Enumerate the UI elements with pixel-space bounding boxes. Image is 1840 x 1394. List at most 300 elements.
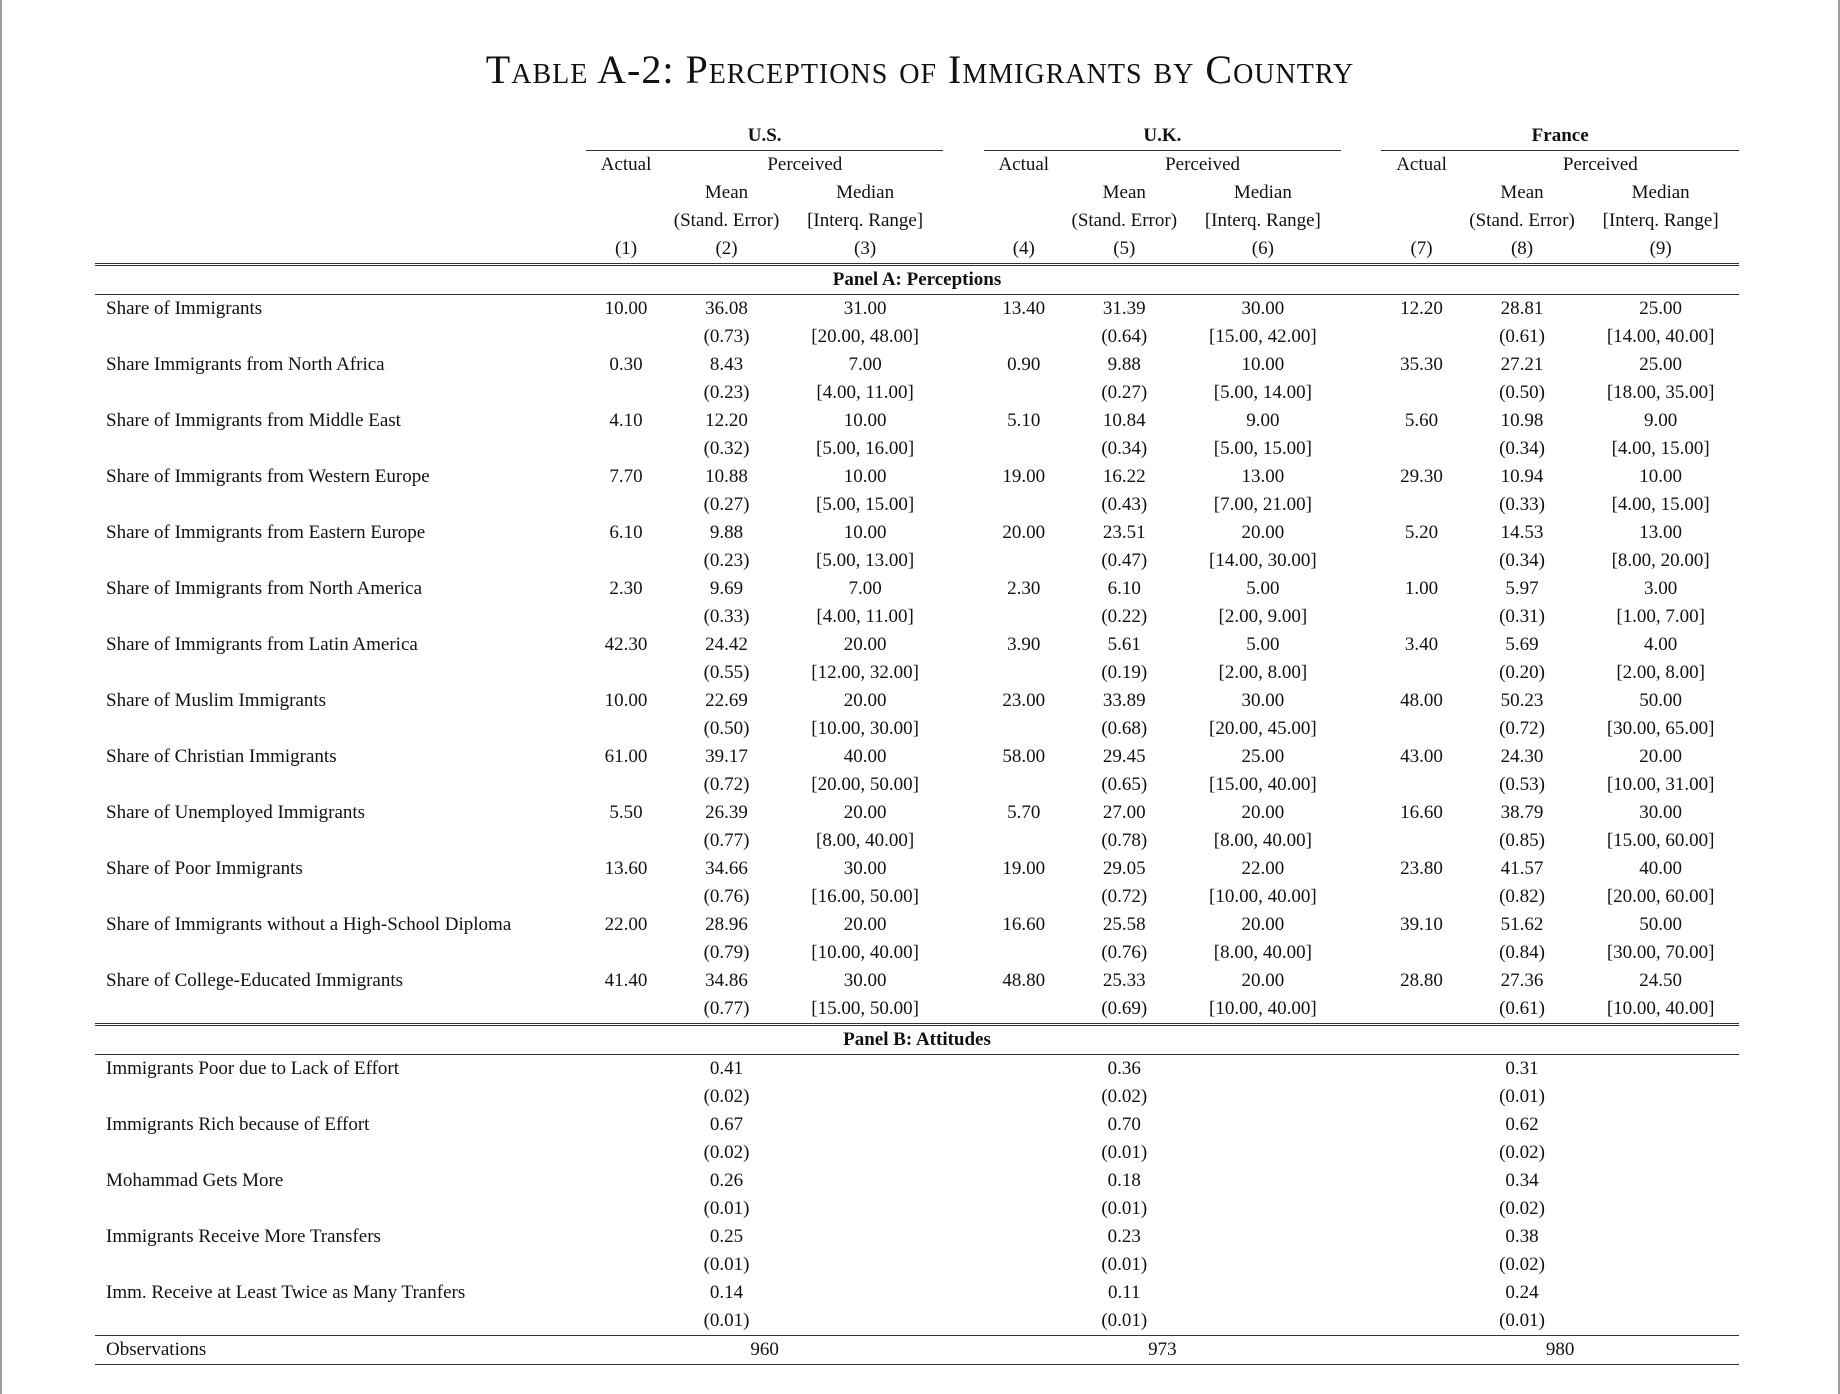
- value-cell: 58.00: [1002, 746, 1046, 767]
- value-cell: 5.97: [1505, 578, 1539, 599]
- value-cell: 23.51: [1102, 522, 1146, 543]
- row-label: Share of College-Educated Immigrants: [106, 970, 404, 991]
- value-cell: 0.70: [1107, 1114, 1141, 1135]
- row-label: Share of Christian Immigrants: [106, 746, 337, 767]
- value-cell: 3.00: [1644, 578, 1678, 599]
- spread-cell: (0.01): [1101, 1198, 1148, 1219]
- row-label: Immigrants Rich because of Effort: [106, 1114, 370, 1135]
- table-row-secondary: [95, 659, 1739, 687]
- observations-label: Observations: [95, 1336, 586, 1365]
- value-cell: 1.00: [1404, 578, 1439, 599]
- value-cell: 29.30: [1400, 466, 1443, 487]
- spread-cell: (0.61): [1499, 326, 1545, 347]
- value-cell: 6.10: [1107, 578, 1141, 599]
- panel-a-body: [95, 265, 1739, 1025]
- row-label: Share of Immigrants from Eastern Europe: [106, 522, 426, 543]
- spread-cell: (0.50): [703, 718, 750, 739]
- spread-cell: (0.34): [1499, 550, 1545, 571]
- perceived-header: Perceived: [1562, 154, 1638, 175]
- value-cell: 5.50: [609, 802, 643, 823]
- value-cell: 16.60: [1002, 914, 1046, 935]
- col-number: (1): [614, 238, 638, 259]
- value-cell: 13.40: [1002, 298, 1046, 319]
- value-cell: 20.00: [1241, 970, 1285, 991]
- spread-cell: (0.72): [1101, 886, 1148, 907]
- spread-cell: [7.00, 21.00]: [1213, 494, 1312, 515]
- row-label: Share of Immigrants from Western Europe: [106, 466, 430, 487]
- value-cell: 51.62: [1500, 914, 1544, 935]
- value-cell: 20.00: [843, 914, 887, 935]
- table-row-secondary: [95, 827, 1739, 855]
- spread-cell: [10.00, 40.00]: [1606, 998, 1715, 1019]
- panel-a-title: Panel A: Perceptions: [95, 265, 1739, 295]
- value-cell: 10.88: [705, 466, 748, 487]
- table-row-secondary: [95, 1195, 1739, 1223]
- col-number: (5): [1113, 238, 1136, 259]
- value-cell: 20.00: [1241, 522, 1285, 543]
- value-cell: 28.81: [1500, 298, 1544, 319]
- value-cell: 48.00: [1400, 690, 1443, 711]
- value-cell: 10.98: [1500, 410, 1544, 431]
- value-cell: 13.00: [1241, 466, 1285, 487]
- col-number: (3): [854, 238, 877, 259]
- value-cell: 30.00: [843, 858, 887, 879]
- value-cell: 7.00: [848, 354, 882, 375]
- median-header: Median: [836, 182, 895, 203]
- value-cell: 0.38: [1505, 1226, 1539, 1247]
- spread-cell: (0.19): [1101, 662, 1148, 683]
- results-table: [95, 120, 1739, 1365]
- spread-cell: (0.33): [703, 606, 750, 627]
- value-cell: 33.89: [1102, 690, 1146, 711]
- spread-cell: (0.65): [1101, 774, 1148, 795]
- table-row-secondary: [95, 1139, 1739, 1167]
- mean-header: Mean: [1500, 182, 1544, 203]
- table-row: [95, 743, 1739, 771]
- table-row: [95, 1167, 1739, 1195]
- observations-value: 960: [586, 1336, 944, 1365]
- spread-cell: (0.20): [1499, 662, 1545, 683]
- row-label: Imm. Receive at Least Twice as Many Tranfers: [106, 1282, 466, 1303]
- value-cell: 0.18: [1107, 1170, 1141, 1191]
- spread-cell: [16.00, 50.00]: [811, 886, 919, 907]
- table-row-secondary: [95, 491, 1739, 519]
- spread-cell: (0.01): [703, 1254, 750, 1275]
- value-cell: 40.00: [843, 746, 887, 767]
- spread-cell: [15.00, 60.00]: [1606, 830, 1715, 851]
- spread-cell: [5.00, 13.00]: [816, 550, 915, 571]
- spread-cell: (0.78): [1101, 830, 1148, 851]
- table-row: [95, 351, 1739, 379]
- spread-cell: (0.01): [703, 1310, 750, 1331]
- median-header: Median: [1631, 182, 1690, 203]
- value-cell: 22.69: [705, 690, 748, 711]
- spread-cell: (0.02): [1499, 1142, 1545, 1163]
- value-cell: 9.88: [709, 522, 744, 543]
- spread-cell: (0.34): [1499, 438, 1545, 459]
- table-row: [95, 855, 1739, 883]
- table-header: [95, 120, 1739, 265]
- value-cell: 23.00: [1002, 690, 1046, 711]
- value-cell: 31.00: [843, 298, 887, 319]
- value-cell: 10.00: [843, 410, 887, 431]
- value-cell: 35.30: [1400, 354, 1443, 375]
- row-label: Immigrants Poor due to Lack of Effort: [106, 1058, 400, 1079]
- spread-cell: [4.00, 11.00]: [816, 606, 914, 627]
- spread-cell: (0.01): [1101, 1254, 1148, 1275]
- se-header: (Stand. Error): [1469, 210, 1575, 231]
- spread-cell: (0.22): [1101, 606, 1148, 627]
- value-cell: 2.30: [1007, 578, 1041, 599]
- actual-header: Actual: [1396, 154, 1447, 175]
- observations-body: [95, 1336, 1739, 1365]
- country-header-uk: U.K.: [984, 120, 1342, 151]
- value-cell: 20.00: [843, 690, 887, 711]
- table-row-secondary: [95, 379, 1739, 407]
- value-cell: 4.10: [609, 410, 643, 431]
- value-cell: 5.20: [1404, 522, 1439, 543]
- value-cell: 9.88: [1107, 354, 1141, 375]
- value-cell: 10.00: [843, 466, 887, 487]
- value-cell: 5.70: [1007, 802, 1041, 823]
- observations-row: [95, 1336, 1739, 1365]
- value-cell: 3.90: [1007, 634, 1041, 655]
- table-row: [95, 967, 1739, 995]
- spread-cell: [10.00, 40.00]: [1209, 998, 1317, 1019]
- value-cell: 0.67: [709, 1114, 744, 1135]
- value-cell: 50.00: [1639, 690, 1683, 711]
- value-cell: 39.10: [1400, 914, 1443, 935]
- panel-b-body: [95, 1025, 1739, 1336]
- table-row-secondary: [95, 939, 1739, 967]
- spread-cell: [8.00, 40.00]: [1213, 942, 1312, 963]
- value-cell: 41.40: [604, 970, 648, 991]
- spread-cell: [5.00, 14.00]: [1213, 382, 1312, 403]
- row-label: Share of Poor Immigrants: [106, 858, 303, 879]
- value-cell: 5.00: [1246, 634, 1280, 655]
- se-header: (Stand. Error): [1071, 210, 1178, 231]
- mean-header: Mean: [1102, 182, 1146, 203]
- spread-cell: (0.27): [1101, 382, 1148, 403]
- spread-cell: (0.31): [1499, 606, 1545, 627]
- value-cell: 10.00: [604, 690, 648, 711]
- value-cell: 7.00: [848, 578, 882, 599]
- value-cell: 5.61: [1107, 634, 1141, 655]
- iqr-header: [Interq. Range]: [807, 210, 924, 231]
- value-cell: 24.50: [1639, 970, 1683, 991]
- spread-cell: (0.64): [1101, 326, 1148, 347]
- table-row-secondary: [95, 995, 1739, 1025]
- value-cell: 9.69: [709, 578, 744, 599]
- spread-cell: (0.77): [703, 830, 750, 851]
- value-cell: 2.30: [609, 578, 643, 599]
- table-row: [95, 407, 1739, 435]
- value-cell: 0.34: [1505, 1170, 1539, 1191]
- spread-cell: (0.01): [1499, 1086, 1545, 1107]
- table-row-secondary: [95, 771, 1739, 799]
- spread-cell: [8.00, 40.00]: [1213, 830, 1312, 851]
- value-cell: 5.00: [1246, 578, 1280, 599]
- value-cell: 0.30: [609, 354, 643, 375]
- actual-header: Actual: [600, 154, 652, 175]
- table-row: [95, 575, 1739, 603]
- table-row-secondary: [95, 1307, 1739, 1336]
- col-number: (2): [715, 238, 738, 259]
- value-cell: 10.00: [1241, 354, 1285, 375]
- spread-cell: (0.85): [1499, 830, 1545, 851]
- value-cell: 0.11: [1107, 1282, 1141, 1303]
- spread-cell: [8.00, 20.00]: [1611, 550, 1710, 571]
- spread-cell: [10.00, 31.00]: [1606, 774, 1715, 795]
- value-cell: 40.00: [1639, 858, 1683, 879]
- value-cell: 30.00: [843, 970, 887, 991]
- table-row-secondary: [95, 547, 1739, 575]
- table-row: [95, 1279, 1739, 1307]
- value-cell: 10.94: [1500, 466, 1544, 487]
- spread-cell: [30.00, 65.00]: [1606, 718, 1715, 739]
- spread-cell: (0.82): [1499, 886, 1545, 907]
- spread-cell: [15.00, 40.00]: [1209, 774, 1317, 795]
- table-row: [95, 799, 1739, 827]
- value-cell: 19.00: [1002, 466, 1046, 487]
- actual-header: Actual: [998, 154, 1050, 175]
- value-cell: 50.23: [1500, 690, 1544, 711]
- spread-cell: (0.02): [1101, 1086, 1148, 1107]
- value-cell: 10.00: [604, 298, 648, 319]
- spread-cell: [5.00, 16.00]: [816, 438, 915, 459]
- spread-cell: (0.68): [1101, 718, 1148, 739]
- table-row-secondary: [95, 1083, 1739, 1111]
- value-cell: 0.90: [1007, 354, 1041, 375]
- spread-cell: [2.00, 8.00]: [1218, 662, 1308, 683]
- spread-cell: (0.34): [1101, 438, 1148, 459]
- value-cell: 41.57: [1500, 858, 1544, 879]
- value-cell: 0.62: [1505, 1114, 1539, 1135]
- table-row: [95, 631, 1739, 659]
- value-cell: 0.36: [1107, 1058, 1141, 1079]
- spread-cell: [20.00, 50.00]: [811, 774, 919, 795]
- table-row: [95, 1055, 1739, 1084]
- spread-cell: [8.00, 40.00]: [816, 830, 915, 851]
- spread-cell: (0.50): [1499, 382, 1545, 403]
- row-label: Share of Unemployed Immigrants: [106, 802, 366, 823]
- perceived-header: Perceived: [1165, 154, 1241, 175]
- value-cell: 26.39: [705, 802, 748, 823]
- panel-b-title: Panel B: Attitudes: [95, 1025, 1739, 1055]
- table-row: [95, 1111, 1739, 1139]
- value-cell: 27.21: [1500, 354, 1544, 375]
- value-cell: 0.23: [1107, 1226, 1141, 1247]
- value-cell: 36.08: [705, 298, 748, 319]
- table-row: [95, 687, 1739, 715]
- value-cell: 24.42: [705, 634, 748, 655]
- spread-cell: (0.47): [1101, 550, 1148, 571]
- spread-cell: [30.00, 70.00]: [1606, 942, 1715, 963]
- perceived-header: Perceived: [767, 154, 843, 175]
- row-label: Immigrants Receive More Transfers: [106, 1226, 381, 1247]
- value-cell: 25.00: [1241, 746, 1285, 767]
- value-cell: 28.80: [1400, 970, 1443, 991]
- value-cell: 19.00: [1002, 858, 1046, 879]
- spread-cell: [12.00, 32.00]: [811, 662, 919, 683]
- value-cell: 20.00: [843, 802, 887, 823]
- spread-cell: (0.23): [703, 550, 750, 571]
- table-row-secondary: [95, 715, 1739, 743]
- spread-cell: (0.72): [703, 774, 750, 795]
- spread-cell: (0.02): [1499, 1254, 1545, 1275]
- value-cell: 0.31: [1505, 1058, 1539, 1079]
- value-cell: 16.22: [1102, 466, 1146, 487]
- spread-cell: [14.00, 30.00]: [1209, 550, 1317, 571]
- value-cell: 14.53: [1500, 522, 1544, 543]
- spread-cell: (0.23): [703, 382, 750, 403]
- value-cell: 22.00: [1241, 858, 1285, 879]
- spread-cell: (0.02): [703, 1086, 750, 1107]
- value-cell: 7.70: [609, 466, 643, 487]
- value-cell: 9.00: [1246, 410, 1280, 431]
- observations-value: 980: [1381, 1336, 1739, 1365]
- row-label: Share of Immigrants: [106, 298, 263, 319]
- table-row-secondary: [95, 883, 1739, 911]
- row-label: Share Immigrants from North Africa: [106, 354, 385, 375]
- col-number: (4): [1012, 238, 1035, 259]
- spread-cell: (0.01): [703, 1198, 750, 1219]
- spread-cell: (0.79): [703, 942, 750, 963]
- spread-cell: (0.53): [1499, 774, 1545, 795]
- spread-cell: (0.76): [703, 886, 750, 907]
- iqr-header: [Interq. Range]: [1602, 210, 1719, 231]
- value-cell: 4.00: [1644, 634, 1678, 655]
- value-cell: 12.20: [1400, 298, 1443, 319]
- spread-cell: [4.00, 15.00]: [1611, 438, 1710, 459]
- value-cell: 13.60: [604, 858, 648, 879]
- value-cell: 12.20: [705, 410, 748, 431]
- spread-cell: [18.00, 35.00]: [1606, 382, 1715, 403]
- table-row-secondary: [95, 435, 1739, 463]
- spread-cell: (0.77): [703, 998, 750, 1019]
- value-cell: 43.00: [1400, 746, 1443, 767]
- page-left-border: [0, 0, 2, 1394]
- spread-cell: [5.00, 15.00]: [816, 494, 915, 515]
- value-cell: 30.00: [1241, 690, 1285, 711]
- value-cell: 0.26: [709, 1170, 744, 1191]
- spread-cell: (0.27): [703, 494, 750, 515]
- col-number: (8): [1510, 238, 1534, 259]
- value-cell: 10.84: [1102, 410, 1146, 431]
- col-number: (6): [1251, 238, 1274, 259]
- spread-cell: (0.33): [1499, 494, 1545, 515]
- country-header-france: France: [1381, 120, 1739, 151]
- row-label: Share of Immigrants from Middle East: [106, 410, 401, 431]
- value-cell: 31.39: [1102, 298, 1146, 319]
- value-cell: 38.79: [1500, 802, 1544, 823]
- table-row-secondary: [95, 603, 1739, 631]
- spread-cell: (0.01): [1101, 1310, 1148, 1331]
- spread-cell: (0.55): [703, 662, 750, 683]
- value-cell: 22.00: [604, 914, 648, 935]
- col-number: (7): [1410, 238, 1433, 259]
- value-cell: 20.00: [1241, 802, 1285, 823]
- country-header-us: U.S.: [586, 120, 944, 151]
- table-title: Table A-2: Perceptions of Immigrants by Country: [485, 47, 1355, 92]
- value-cell: 10.00: [1639, 466, 1683, 487]
- value-cell: 6.10: [609, 522, 643, 543]
- row-label: Mohammad Gets More: [106, 1170, 284, 1191]
- value-cell: 24.30: [1500, 746, 1544, 767]
- value-cell: 20.00: [1002, 522, 1046, 543]
- spread-cell: [4.00, 11.00]: [816, 382, 914, 403]
- row-label: Share of Immigrants from Latin America: [106, 634, 418, 655]
- spread-cell: (0.73): [703, 326, 750, 347]
- table-row: [95, 295, 1739, 324]
- value-cell: 25.00: [1639, 354, 1683, 375]
- value-cell: 20.00: [1241, 914, 1285, 935]
- mean-header: Mean: [704, 182, 749, 203]
- spread-cell: (0.72): [1499, 718, 1545, 739]
- value-cell: 25.00: [1639, 298, 1683, 319]
- spread-cell: [2.00, 9.00]: [1218, 606, 1308, 627]
- table-row-secondary: [95, 1251, 1739, 1279]
- value-cell: 20.00: [1639, 746, 1683, 767]
- spread-cell: (0.61): [1499, 998, 1545, 1019]
- spread-cell: (0.01): [1499, 1310, 1545, 1331]
- value-cell: 25.58: [1102, 914, 1146, 935]
- table-row: [95, 911, 1739, 939]
- spread-cell: [1.00, 7.00]: [1616, 606, 1705, 627]
- value-cell: 8.43: [709, 354, 744, 375]
- se-header: (Stand. Error): [673, 210, 780, 231]
- spread-cell: [15.00, 42.00]: [1209, 326, 1317, 347]
- row-label: Share of Muslim Immigrants: [106, 690, 327, 711]
- table-row-secondary: [95, 323, 1739, 351]
- spread-cell: (0.43): [1101, 494, 1148, 515]
- value-cell: 20.00: [843, 634, 887, 655]
- observations-value: 973: [984, 1336, 1342, 1365]
- value-cell: 27.36: [1500, 970, 1544, 991]
- value-cell: 5.60: [1404, 410, 1439, 431]
- value-cell: 29.45: [1102, 746, 1146, 767]
- spread-cell: [10.00, 40.00]: [811, 942, 919, 963]
- spread-cell: (0.76): [1101, 942, 1148, 963]
- spread-cell: [20.00, 48.00]: [811, 326, 919, 347]
- spread-cell: (0.84): [1499, 942, 1545, 963]
- value-cell: 27.00: [1102, 802, 1146, 823]
- spread-cell: [5.00, 15.00]: [1213, 438, 1312, 459]
- value-cell: 16.60: [1400, 802, 1443, 823]
- spread-cell: [10.00, 30.00]: [811, 718, 919, 739]
- table-row: [95, 1223, 1739, 1251]
- value-cell: 0.25: [709, 1226, 744, 1247]
- spread-cell: (0.32): [703, 438, 750, 459]
- table-row: [95, 463, 1739, 491]
- value-cell: 23.80: [1400, 858, 1443, 879]
- row-label: Share of Immigrants without a High-School Diploma: [106, 914, 512, 935]
- value-cell: 9.00: [1644, 410, 1678, 431]
- iqr-header: [Interq. Range]: [1204, 210, 1321, 231]
- table-row: [95, 519, 1739, 547]
- col-number: (9): [1649, 238, 1672, 259]
- value-cell: 29.05: [1102, 858, 1146, 879]
- value-cell: 0.41: [709, 1058, 744, 1079]
- value-cell: 30.00: [1241, 298, 1285, 319]
- spread-cell: [2.00, 8.00]: [1616, 662, 1705, 683]
- value-cell: 28.96: [705, 914, 748, 935]
- spread-cell: (0.02): [1499, 1198, 1545, 1219]
- median-header: Median: [1233, 182, 1292, 203]
- spread-cell: [4.00, 15.00]: [1611, 494, 1710, 515]
- value-cell: 3.40: [1404, 634, 1439, 655]
- spread-cell: [10.00, 40.00]: [1209, 886, 1317, 907]
